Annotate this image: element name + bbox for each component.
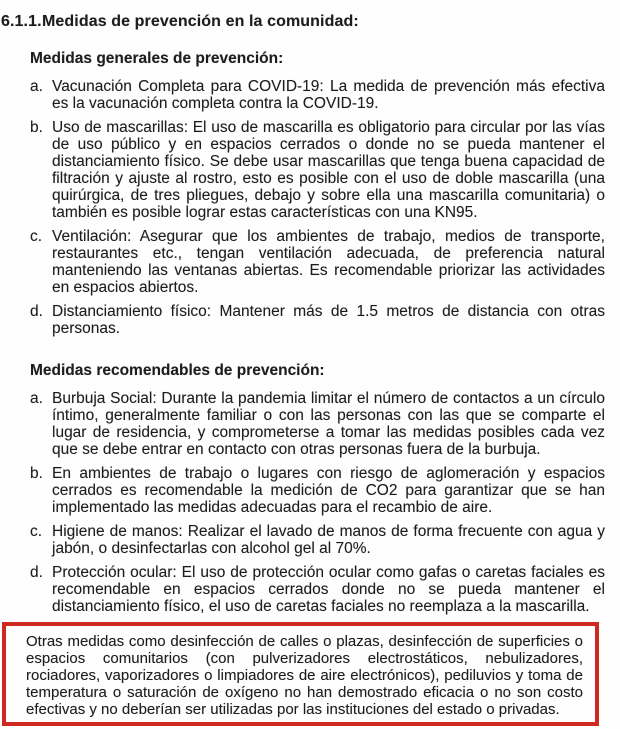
item-text: Uso de mascarillas: El uso de mascarilla es obligatorio para circular por las vías de uso público y en espacios cerrados o donde no se pueda mantener el distanciamiento físico. Se debe usar mascarillas que tenga buena capacidad de filtración y ajuste al rostro, esto es posible con el uso de doble mascarilla (una quirúrgica, de tres pliegues, debajo y sobre ella una mascarilla comunitaria) o también es posible lograr estas características con una KN95. [52, 119, 605, 221]
heading-title: Medidas de prevención en la comunidad: [42, 13, 359, 30]
item-marker: d. [30, 303, 43, 320]
document-heading [0, 0, 620, 30]
item-text: Distanciamiento físico: Mantener más de 1.5 metros de distancia con otras personas. [52, 303, 605, 337]
item-marker: a. [30, 78, 43, 95]
item-marker: b. [30, 119, 43, 136]
item-text: Higiene de manos: Realizar el lavado de manos de forma frecuente con agua y jabón, o desinfectarlas con alcohol gel al 70%. [52, 523, 605, 557]
list-item-d [30, 564, 605, 615]
item-text: Ventilación: Asegurar que los ambientes de trabajo, medios de transporte, restaurantes etc., tengan ventilación adecuada, de preferencia natural manteniendo las ventanas abiertas. Es recomendable priorizar las actividades en espacios abiertos. [52, 228, 605, 296]
section-title: Medidas generales de prevención: [30, 50, 284, 67]
item-text: Burbuja Social: Durante la pandemia limitar el número de contactos a un círculo íntimo, generalmente familiar o con las personas con las que se comparte el lugar de residencia, y comprometerse a tomar las medidas posibles cada vez que se debe entrar en contacto con otras personas fuera de la burbuja. [52, 390, 605, 458]
item-marker: a. [30, 390, 43, 407]
list-item-d [30, 303, 605, 337]
heading-number: 6.1.1. [1, 13, 42, 30]
list-item-c [30, 228, 605, 296]
highlighted-note-box [2, 622, 599, 726]
item-text: En ambientes de trabajo o lugares con riesgo de aglomeración y espacios cerrados es recomendable la medición de CO2 para garantizar que se han implementado las medidas adecuadas para el recambio de aire. [52, 465, 605, 516]
section-title: Medidas recomendables de prevención: [30, 362, 325, 379]
item-text: Vacunación Completa para COVID-19: La medida de prevención más efectiva es la vacunación completa contra la COVID-19. [52, 78, 605, 112]
list-item-a [30, 390, 605, 458]
item-marker: c. [30, 523, 43, 540]
section-general-measures [30, 50, 605, 615]
list-item-c [30, 523, 605, 557]
note-text: Otras medidas como desinfección de calles o plazas, desinfección de superficies o espacios comunitarios (con pulverizadores electrostáticos, nebulizadores, rociadores, vaporizadores o limpiadores de aire electrónicos), pediluvios y toma de temperatura o saturación de oxígeno no han demostrado eficacia o no son costo efectivas y no deberían ser utilizadas por las instituciones del estado o privadas. [26, 633, 583, 718]
item-marker: d. [30, 564, 43, 581]
item-marker: c. [30, 228, 43, 245]
item-text: Protección ocular: El uso de protección ocular como gafas o caretas faciales es recomendable en espacios cerrados donde no se pueda mantener el distanciamiento físico, el uso de caretas faciales no reemplaza a la mascarilla. [52, 564, 605, 615]
list-item-a [30, 78, 605, 112]
list-item-b [30, 465, 605, 516]
list-item-b [30, 119, 605, 221]
item-marker: b. [30, 465, 43, 482]
